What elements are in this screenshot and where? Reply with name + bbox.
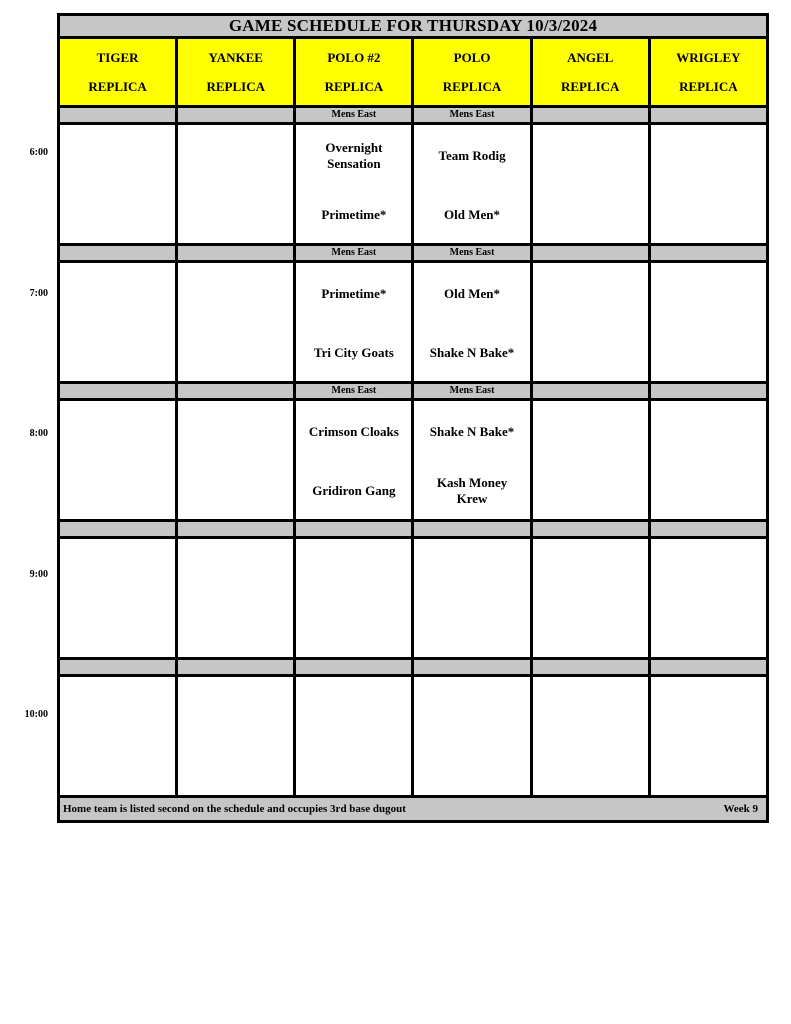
home-team xyxy=(60,739,175,795)
away-team xyxy=(414,677,529,739)
game-cell xyxy=(649,124,767,245)
game-cell xyxy=(413,538,531,659)
away-team xyxy=(60,125,175,187)
league-band-cell xyxy=(59,107,177,124)
field-subname: REPLICA xyxy=(679,78,738,94)
column-header-tiger-replica xyxy=(59,38,177,107)
away-team: Overnight Sensation xyxy=(325,139,383,171)
game-cell xyxy=(649,676,767,797)
league-band-cell xyxy=(413,659,531,676)
field-subname: REPLICA xyxy=(206,78,265,94)
league-band-cell: Mens East xyxy=(295,107,413,124)
away-team: Old Men* xyxy=(444,285,501,301)
league-band-cell: Mens East xyxy=(413,245,531,262)
game-row-8 xyxy=(59,400,768,521)
footer-cell xyxy=(59,797,768,822)
league-band-cell xyxy=(177,245,295,262)
away-team xyxy=(60,263,175,325)
league-band-cell xyxy=(59,383,177,400)
home-team xyxy=(60,325,175,381)
home-team xyxy=(533,463,648,519)
time-label-10: 10:00 xyxy=(24,709,48,720)
home-team xyxy=(651,187,766,243)
home-team: Primetime* xyxy=(321,206,387,222)
game-cell xyxy=(295,538,413,659)
field-subname: REPLICA xyxy=(324,78,384,94)
league-band-cell xyxy=(649,245,767,262)
league-band-cell xyxy=(295,659,413,676)
league-band-cell xyxy=(531,659,649,676)
home-team: Gridiron Gang xyxy=(312,482,396,498)
game-cell xyxy=(531,538,649,659)
game-cell xyxy=(295,676,413,797)
league-band-row-10 xyxy=(59,659,768,676)
page-title: GAME SCHEDULE FOR THURSDAY 10/3/2024 xyxy=(228,16,598,35)
away-team: Team Rodig xyxy=(438,147,506,163)
game-cell xyxy=(531,400,649,521)
game-cell xyxy=(59,538,177,659)
league-band-cell xyxy=(177,383,295,400)
away-team xyxy=(60,401,175,463)
home-team xyxy=(651,325,766,381)
away-team xyxy=(60,539,175,601)
away-team xyxy=(533,263,648,325)
league-band-cell: Mens East xyxy=(295,245,413,262)
field-name: POLO xyxy=(453,49,491,65)
game-cell xyxy=(295,262,413,383)
league-band-cell xyxy=(531,107,649,124)
away-team: Shake N Bake* xyxy=(429,423,515,439)
home-team xyxy=(414,601,529,657)
league-band-cell xyxy=(295,521,413,538)
game-cell xyxy=(177,124,295,245)
home-team xyxy=(178,325,293,381)
league-band-cell xyxy=(649,383,767,400)
league-band-cell xyxy=(531,521,649,538)
league-band-row-6 xyxy=(59,107,768,124)
league-band-cell xyxy=(531,383,649,400)
field-name: TIGER xyxy=(96,49,139,65)
time-label-9: 9:00 xyxy=(29,569,48,580)
league-band-cell xyxy=(413,521,531,538)
column-header-yankee-replica xyxy=(177,38,295,107)
away-team xyxy=(651,677,766,739)
home-team xyxy=(60,187,175,243)
league-band-cell: Mens East xyxy=(295,383,413,400)
away-team xyxy=(178,539,293,601)
field-subname: REPLICA xyxy=(88,78,147,94)
column-header-polo2-replica xyxy=(295,38,413,107)
home-team xyxy=(178,601,293,657)
league-band-row-8 xyxy=(59,383,768,400)
game-cell xyxy=(295,400,413,521)
game-cell xyxy=(177,400,295,521)
home-team xyxy=(60,601,175,657)
game-cell xyxy=(531,124,649,245)
away-team xyxy=(533,677,648,739)
home-team xyxy=(651,463,766,519)
league-band-cell xyxy=(531,245,649,262)
home-team xyxy=(60,463,175,519)
away-team: Crimson Cloaks xyxy=(308,423,399,439)
game-cell xyxy=(649,400,767,521)
home-team xyxy=(651,601,766,657)
home-team xyxy=(533,601,648,657)
week-label: Week 9 xyxy=(723,803,758,815)
away-team xyxy=(178,677,293,739)
away-team xyxy=(651,263,766,325)
field-name: YANKEE xyxy=(208,49,263,65)
away-team xyxy=(651,539,766,601)
home-team xyxy=(178,187,293,243)
column-header-wrigley-replica xyxy=(649,38,767,107)
league-band-row-9 xyxy=(59,521,768,538)
home-team xyxy=(533,325,648,381)
footer-note: Home team is listed second on the schedule and occupies 3rd base dugout xyxy=(63,803,406,815)
game-cell xyxy=(413,124,531,245)
game-cell xyxy=(413,676,531,797)
league-band-cell xyxy=(177,521,295,538)
home-team xyxy=(533,187,648,243)
game-cell xyxy=(59,262,177,383)
game-row-7 xyxy=(59,262,768,383)
schedule-table xyxy=(57,13,769,823)
game-cell xyxy=(177,676,295,797)
league-band-row-7 xyxy=(59,245,768,262)
field-header-row xyxy=(59,38,768,107)
away-team xyxy=(296,539,411,601)
home-team xyxy=(414,739,529,795)
league-band-cell xyxy=(59,521,177,538)
game-cell xyxy=(295,124,413,245)
away-team xyxy=(533,539,648,601)
game-row-10 xyxy=(59,676,768,797)
time-label-7: 7:00 xyxy=(29,288,48,299)
home-team xyxy=(296,601,411,657)
away-team xyxy=(651,125,766,187)
away-team xyxy=(533,401,648,463)
home-team xyxy=(651,739,766,795)
away-team xyxy=(414,539,529,601)
game-cell xyxy=(649,262,767,383)
game-cell xyxy=(531,262,649,383)
league-band-cell: Mens East xyxy=(413,107,531,124)
league-band-cell xyxy=(649,107,767,124)
home-team: Kash Money Krew xyxy=(436,474,508,506)
game-row-6 xyxy=(59,124,768,245)
game-cell xyxy=(413,400,531,521)
game-cell xyxy=(59,400,177,521)
home-team: Old Men* xyxy=(444,206,501,222)
game-cell xyxy=(177,262,295,383)
league-band-cell xyxy=(59,245,177,262)
league-band-cell: Mens East xyxy=(413,383,531,400)
game-row-9 xyxy=(59,538,768,659)
home-team xyxy=(178,739,293,795)
away-team xyxy=(533,125,648,187)
column-header-polo-replica xyxy=(413,38,531,107)
away-team xyxy=(178,263,293,325)
home-team xyxy=(296,739,411,795)
game-cell xyxy=(531,676,649,797)
title-cell xyxy=(59,15,768,38)
league-band-cell xyxy=(59,659,177,676)
field-subname: REPLICA xyxy=(560,78,620,94)
game-cell xyxy=(649,538,767,659)
column-header-angel-replica xyxy=(531,38,649,107)
game-cell xyxy=(59,124,177,245)
home-team: Tri City Goats xyxy=(313,344,394,360)
footer-row xyxy=(59,797,768,822)
time-label-6: 6:00 xyxy=(29,147,48,158)
field-name: POLO #2 xyxy=(327,49,381,65)
league-band-cell xyxy=(177,659,295,676)
away-team xyxy=(178,401,293,463)
field-name: ANGEL xyxy=(567,49,614,65)
home-team: Shake N Bake* xyxy=(429,344,515,360)
league-band-cell xyxy=(649,659,767,676)
away-team xyxy=(296,677,411,739)
game-cell xyxy=(177,538,295,659)
title-row xyxy=(59,15,768,38)
home-team xyxy=(533,739,648,795)
away-team xyxy=(178,125,293,187)
away-team xyxy=(60,677,175,739)
away-team xyxy=(651,401,766,463)
league-band-cell xyxy=(177,107,295,124)
league-band-cell xyxy=(649,521,767,538)
field-name: WRIGLEY xyxy=(676,49,741,65)
away-team: Primetime* xyxy=(321,285,387,301)
game-cell xyxy=(59,676,177,797)
time-label-8: 8:00 xyxy=(29,428,48,439)
game-cell xyxy=(413,262,531,383)
field-subname: REPLICA xyxy=(442,78,502,94)
home-team xyxy=(178,463,293,519)
